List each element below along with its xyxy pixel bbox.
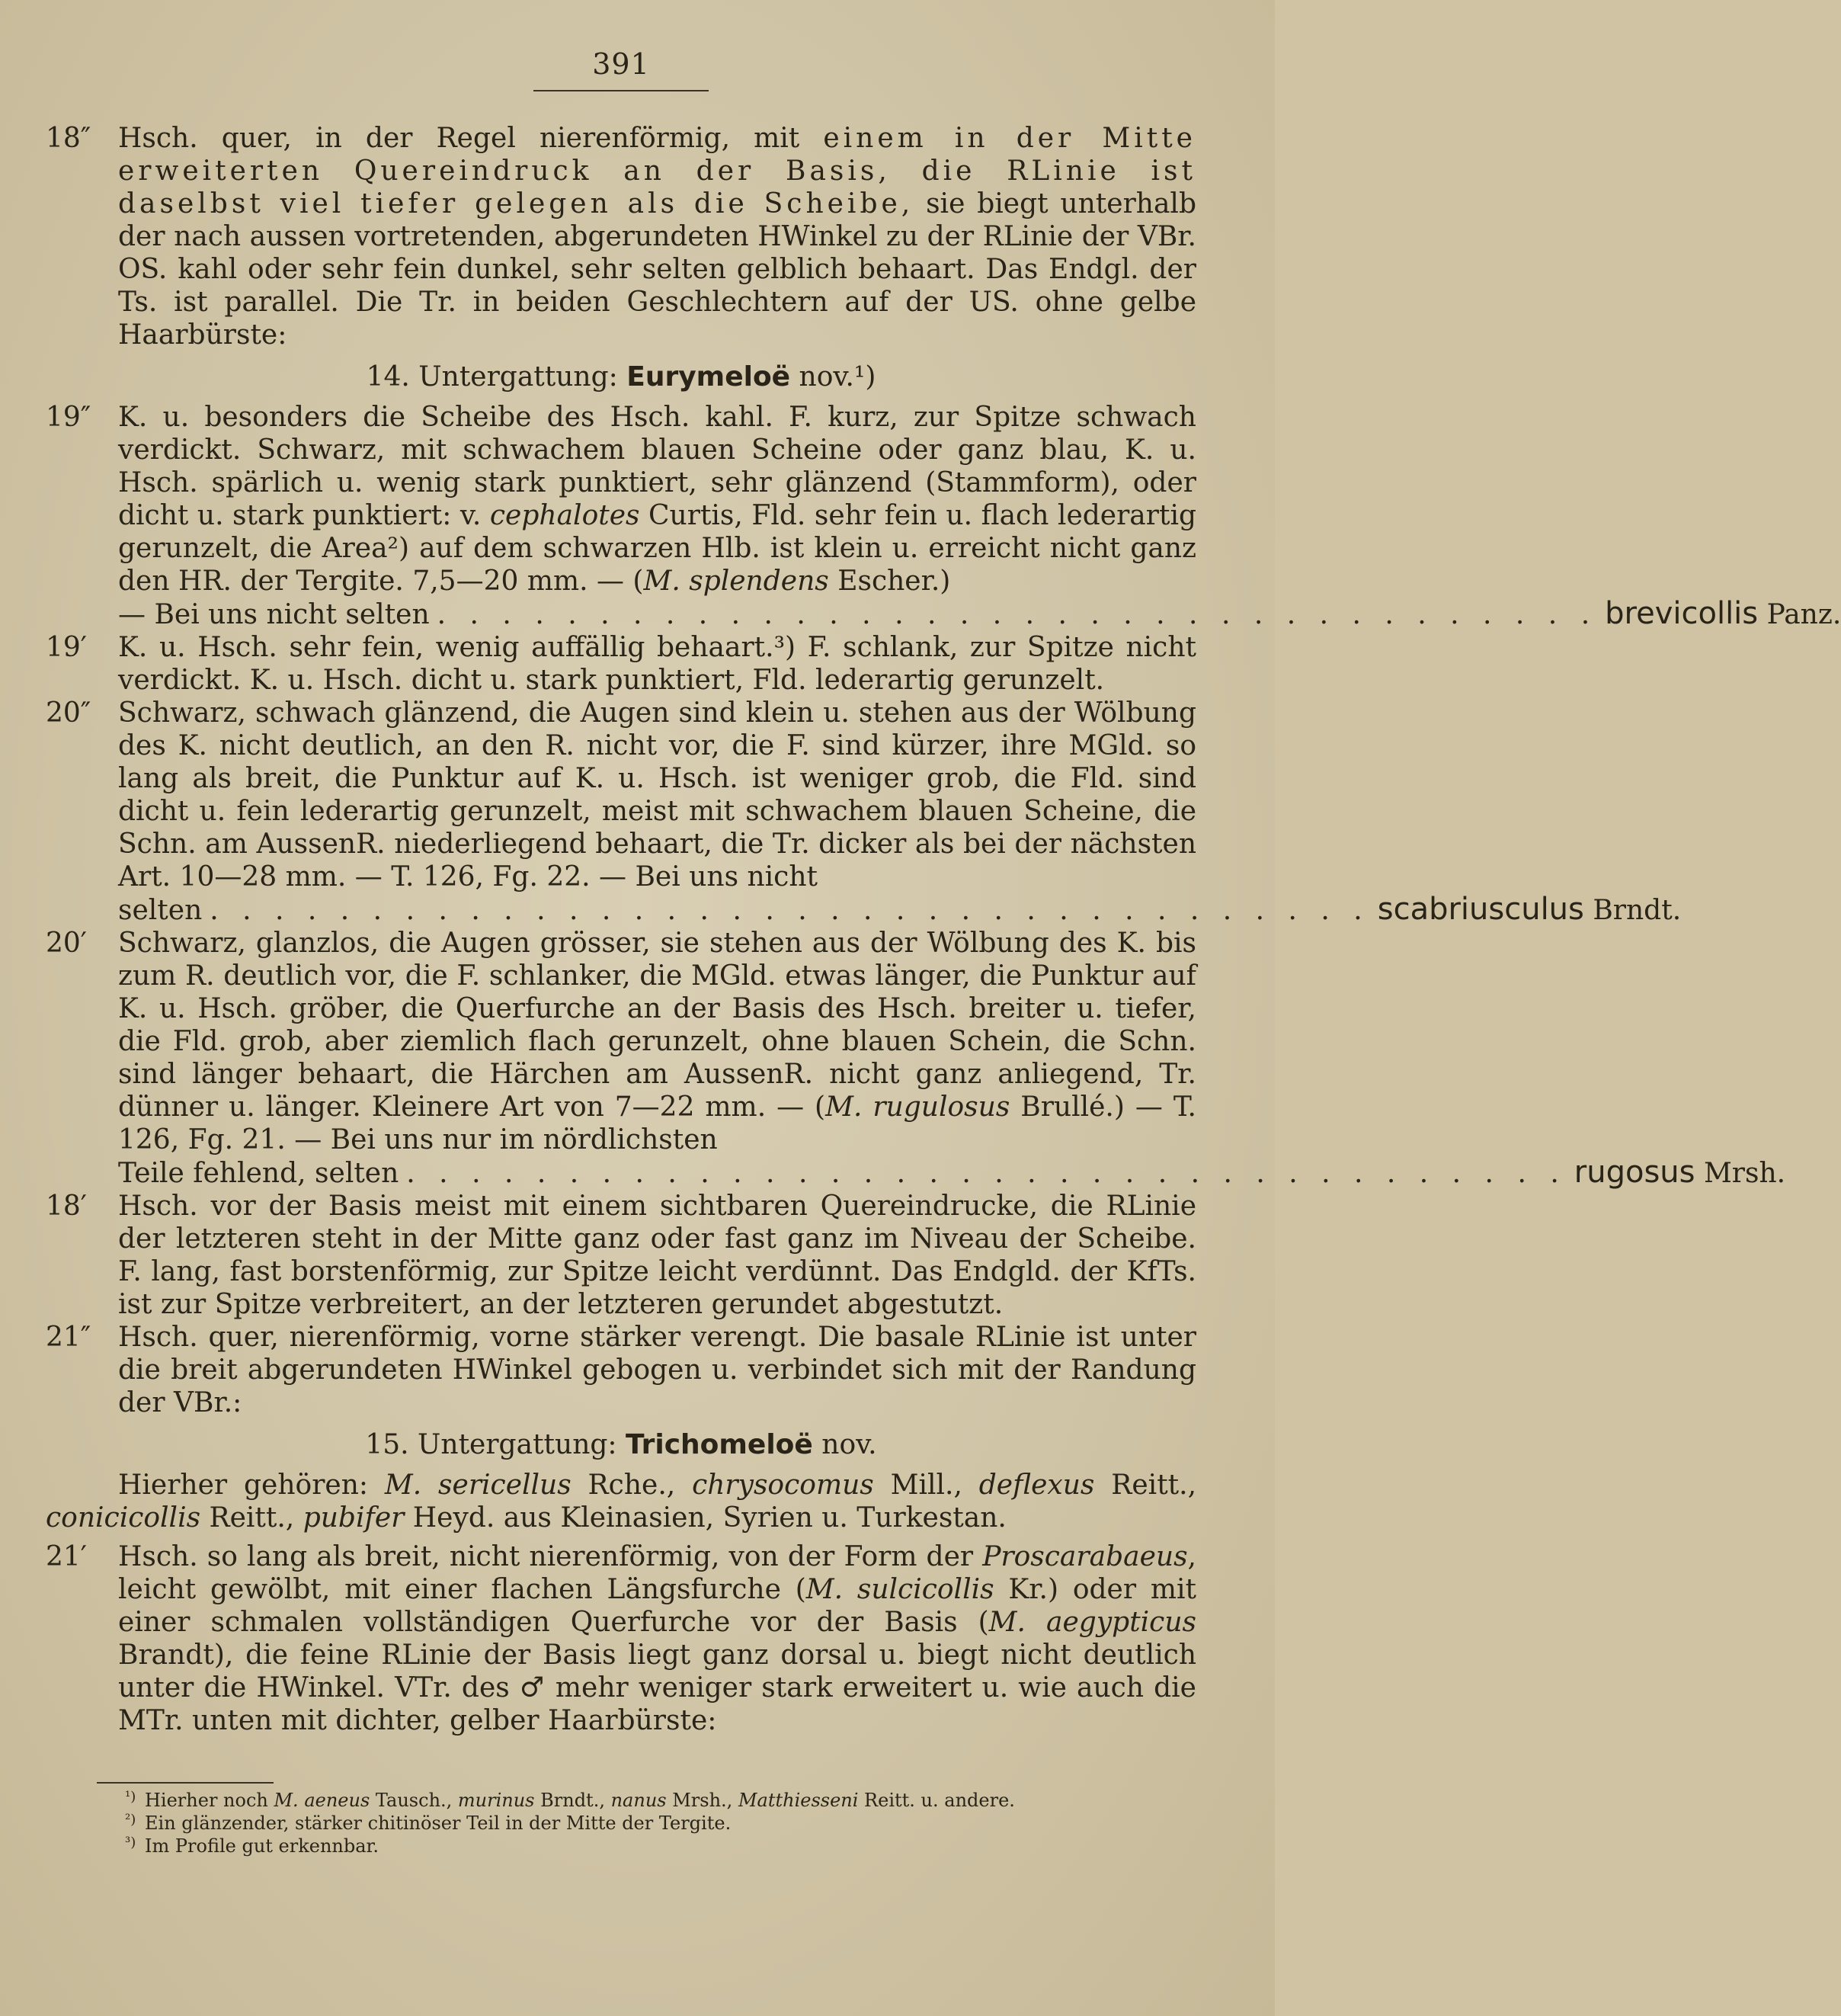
- leader-dots: . . . . . . . . . . . . . . . . . . . . . . . . . . . . . . . . . . . .: [406, 1158, 1567, 1189]
- key-entry-21a: 21″ Hsch. quer, nierenförmig, vorne stärker verengt. Die basale RLinie ist unter die breit abgerundeten HWinkel gebogen u. verbindet sich mit der Randung der VBr.:: [46, 1322, 1196, 1418]
- page-number: 391: [592, 47, 650, 81]
- key-text: [46, 122, 1841, 1737]
- included-species-paragraph: Hierher gehören: M. sericellus Rche., chrysocomus Mill., deflexus Reitt., conicicollis Reitt., pubifer Heyd. aus Kleinasien, Syrien u. Turkestan.: [46, 1470, 1197, 1534]
- leader-dots: . . . . . . . . . . . . . . . . . . . . . . . . . . . . . . . . . . . .: [210, 895, 1370, 926]
- species-line: selten . . . . . . . . . . . . . . . . . . . . . . . . . . . . . . . . . . . . scabriusculus Brndt.: [118, 892, 1682, 927]
- subgenus-heading-14: 14. Untergattung: Eurymeloë nov.¹): [366, 361, 876, 393]
- header-rule: [533, 90, 709, 91]
- subgenus-name: Trichomeloë: [626, 1429, 813, 1460]
- footnote-1: ¹) Hierher noch M. aeneus Tausch., murinus Brndt., nanus Mrsh., Matthiesseni Reitt. u. andere.: [125, 1789, 1015, 1811]
- couplet-number: 20′: [46, 928, 87, 959]
- footnotes: [125, 1789, 1196, 1857]
- leader-dots: . . . . . . . . . . . . . . . . . . . . . . . . . . . . . . . . . . . .: [437, 599, 1598, 630]
- couplet-number: 21′: [46, 1541, 87, 1572]
- species-name: brevicollis: [1605, 596, 1759, 631]
- key-entry-18b: 18′ Hsch. vor der Basis meist mit einem sichtbaren Quereindrucke, die RLinie der letzteren steht in der Mitte ganz oder fast ganz im Niveau der Scheibe. F. lang, fast borstenförmig, zur Spitze leicht verdünnt. Das Endgld. der KfTs. ist zur Spitze verbreitert, an der letzteren gerundet abgestutzt.: [46, 1191, 1196, 1320]
- key-entry-19a: 19″ K. u. besonders die Scheibe des Hsch. kahl. F. kurz, zur Spitze schwach verdickt. Schwarz, mit schwachem blauen Scheine oder ganz blau, K. u. Hsch. spärlich u. wenig stark punktiert, sehr glänzend (Stammform), oder dicht u. stark punktiert: v. cephalotes Curtis, Fld. sehr fein u. flach lederartig gerunzelt, die Area²) auf dem schwarzen Hlb. ist klein u. erreicht nicht ganz den HR. der Tergite. 7,5—20 mm. — (M. splendens Escher.) — Bei uns nicht selten . . . . . . . . . . . . . . . . . . . . . . . . . . . . . . . . . . . . brevicollis Panz.: [46, 402, 1841, 631]
- couplet-number: 19″: [46, 402, 91, 433]
- species-name: scabriusculus: [1377, 892, 1584, 927]
- couplet-number: 19′: [46, 632, 87, 663]
- species-line: Teile fehlend, selten . . . . . . . . . . . . . . . . . . . . . . . . . . . . . . . . . . . . rugosus Mrsh.: [118, 1155, 1786, 1190]
- species-author: Brndt.: [1593, 895, 1682, 926]
- key-entry-19b: 19′ K. u. Hsch. sehr fein, wenig auffällig behaart.³) F. schlank, zur Spitze nicht verdickt. K. u. Hsch. dicht u. stark punktiert, Fld. lederartig gerunzelt.: [46, 632, 1196, 696]
- key-entry-21b: 21′ Hsch. so lang als breit, nicht nierenförmig, von der Form der Proscarabaeus, leicht gewölbt, mit einer flachen Längsfurche (M. sulcicollis Kr.) oder mit einer schmalen vollständigen Querfurche vor der Basis (M. aegypticus Brandt), die feine RLinie der Basis liegt ganz dorsal u. biegt nicht deutlich unter die HWinkel. VTr. des ♂ mehr weniger stark erweitert u. wie auch die MTr. unten mit dichter, gelber Haarbürste:: [46, 1541, 1197, 1736]
- couplet-number: 18″: [46, 123, 91, 154]
- footnote-3: ³) Im Profile gut erkennbar.: [125, 1835, 379, 1857]
- species-author: Mrsh.: [1703, 1158, 1786, 1189]
- species-author: Panz.: [1766, 599, 1841, 630]
- footnote-2: ²) Ein glänzender, stärker chitinöser Teil in der Mitte der Tergite.: [125, 1812, 732, 1834]
- key-entry-18a: 18″ Hsch. quer, in der Regel nierenförmig, mit einem in der Mitte erweiterten Quereindruck an der Basis, die RLinie ist daselbst viel tiefer gelegen als die Scheibe, sie biegt unterhalb der nach aussen vortretenden, abgerundeten HWinkel zu der RLinie der VBr. OS. kahl oder sehr fein dunkel, sehr selten gelblich behaart. Das Endgl. der Ts. ist parallel. Die Tr. in beiden Geschlechtern auf der US. ohne gelbe Haarbürste:: [46, 123, 1196, 351]
- key-entry-20b: 20′ Schwarz, glanzlos, die Augen grösser, sie stehen aus der Wölbung des K. bis zum R. deutlich vor, die F. schlanker, die MGld. etwas länger, die Punktur auf K. u. Hsch. gröber, die Querfurche an der Basis des Hsch. breiter u. tiefer, die Fld. grob, aber ziemlich flach gerunzelt, ohne blauen Schein, die Schn. sind länger behaart, die Härchen am AussenR. nicht ganz anliegend, Tr. dünner u. länger. Kleinere Art von 7—22 mm. — (M. rugulosus Brullé.) — T. 126, Fg. 21. — Bei uns nur im nördlichsten Teile fehlend, selten . . . . . . . . . . . . . . . . . . . . . . . . . . . . . . . . . . . . rugosus Mrsh.: [46, 928, 1786, 1190]
- species-line: — Bei uns nicht selten . . . . . . . . . . . . . . . . . . . . . . . . . . . . . . . . . . . . brevicollis Panz.: [118, 596, 1841, 631]
- footnote-rule: [97, 1782, 274, 1784]
- key-entry-20a: 20″ Schwarz, schwach glänzend, die Augen sind klein u. stehen aus der Wölbung des K. nicht deutlich, an den R. nicht vor, die F. sind kürzer, ihre MGld. so lang als breit, die Punktur auf K. u. Hsch. ist weniger grob, die Fld. sind dicht u. fein lederartig gerunzelt, meist mit schwachem blauen Scheine, die Schn. am AussenR. niederliegend behaart, die Tr. dicker als bei der nächsten Art. 10—28 mm. — T. 126, Fg. 22. — Bei uns nicht selten . . . . . . . . . . . . . . . . . . . . . . . . . . . . . . . . . . . . scabriusculus Brndt.: [46, 697, 1682, 927]
- couplet-number: 21″: [46, 1322, 91, 1353]
- species-name: rugosus: [1574, 1155, 1695, 1190]
- subgenus-name: Eurymeloë: [626, 361, 791, 393]
- subgenus-heading-15: 15. Untergattung: Trichomeloë nov.: [365, 1429, 877, 1460]
- couplet-number: 20″: [46, 697, 91, 729]
- couplet-number: 18′: [46, 1191, 87, 1222]
- spaced-text: einem in der Mitte erweiterten Quereindruck an der Basis, die RLinie ist daselbst viel tiefer gelegen als die Scheibe,: [118, 123, 1196, 220]
